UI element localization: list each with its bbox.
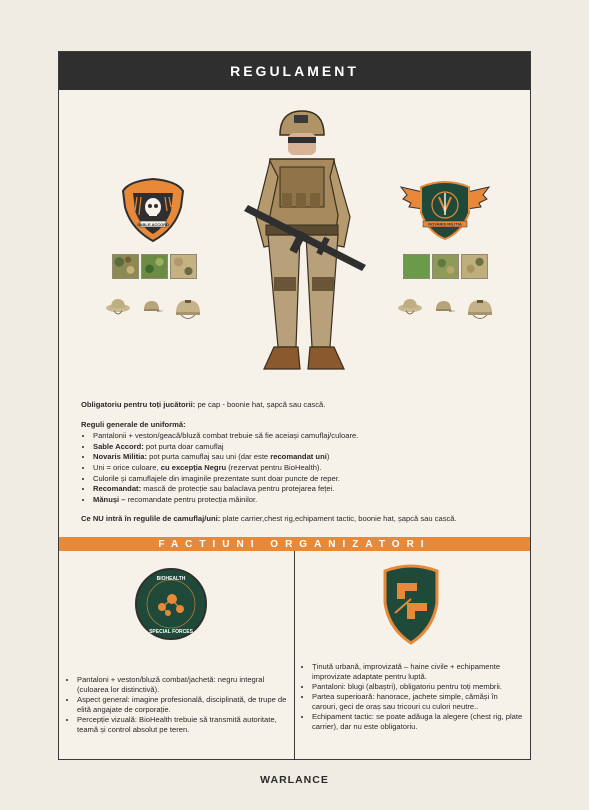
rule-emphasis: recomandat uni bbox=[270, 452, 327, 462]
camo-swatch bbox=[141, 254, 168, 279]
camo-swatch bbox=[112, 254, 139, 279]
footer-brand: WARLANCE bbox=[260, 774, 329, 786]
rule-text: mască de protecție sau balaclava pentru protejarea feței. bbox=[141, 484, 335, 494]
mandatory-rule bbox=[81, 400, 511, 411]
sable-accord-camo-swatches bbox=[112, 254, 197, 279]
list-item: • Partea superioară: hanorace, jachete simple, cămăși în carouri, geci de oraș sau tricouri cu culori neutre.. bbox=[312, 692, 524, 712]
biohealth-logo-top: BIOHEALTH bbox=[156, 576, 186, 582]
list-item bbox=[93, 474, 511, 485]
mandatory-text: pe cap - boonie hat, șapcă sau cască. bbox=[195, 400, 326, 409]
list-item bbox=[93, 431, 511, 442]
rules-sheet bbox=[58, 51, 531, 760]
sable-accord-name: SABLE ACCORD bbox=[136, 221, 170, 227]
excluded-rule bbox=[81, 514, 511, 525]
biohealth-logo-bottom: SPECIAL FORCES bbox=[149, 629, 193, 635]
rule-emphasis: cu excepția Negru bbox=[160, 462, 227, 472]
uniform-rules bbox=[81, 400, 511, 534]
rule-label: Sable Accord: bbox=[93, 441, 144, 451]
sable-accord-headgear bbox=[105, 297, 203, 323]
helmet-icon bbox=[465, 297, 495, 323]
rule-text: Culorile și camuflajele din imaginile prezentate sunt doar puncte de reper. bbox=[93, 473, 340, 483]
novaris-militia-name: NOVARIS MILITIA bbox=[428, 221, 462, 227]
rule-label: Novaris Militia: bbox=[93, 452, 148, 462]
novaris-militia-emblem bbox=[399, 177, 491, 246]
cap-icon bbox=[431, 297, 457, 319]
excluded-label: Ce NU intră în regulile de camuflaj/uni: bbox=[81, 514, 221, 524]
boonie-hat-icon bbox=[105, 297, 131, 319]
rule-text: (rezervat pentru BioHealth). bbox=[226, 462, 322, 472]
camo-swatch bbox=[170, 254, 197, 279]
list-item bbox=[93, 442, 511, 453]
list-item bbox=[93, 463, 511, 474]
general-rules-heading: Reguli generale de uniformă: bbox=[81, 419, 186, 429]
novaris-militia-camo-swatches bbox=[403, 254, 488, 279]
urban-faction-list bbox=[312, 662, 524, 732]
sable-accord-emblem bbox=[121, 177, 185, 248]
helmet-icon bbox=[173, 297, 203, 323]
camo-swatch bbox=[461, 254, 488, 279]
general-rules-list bbox=[93, 431, 511, 505]
camo-swatch bbox=[432, 254, 459, 279]
rule-text: pot purta camuflaj sau uni (dar este bbox=[147, 452, 271, 462]
list-item: • Percepție vizuală: BioHealth trebuie să transmită autoritate, teamă și control absolut pe teren. bbox=[77, 715, 289, 735]
urban-faction-shield bbox=[381, 563, 441, 650]
rule-text: pot purta doar camuflaj bbox=[143, 441, 224, 451]
column-divider bbox=[294, 551, 295, 760]
excluded-text: plate carrier,chest rig,echipament tactic, boonie hat, șapcă sau cască. bbox=[220, 514, 457, 524]
rule-label: Mănuși – bbox=[93, 494, 126, 504]
list-item bbox=[93, 495, 511, 506]
rule-text: recomandate pentru protecția mâinilor. bbox=[125, 494, 258, 504]
boonie-hat-icon bbox=[397, 297, 423, 319]
list-item bbox=[93, 452, 511, 463]
biohealth-logo bbox=[134, 567, 208, 646]
list-item: • Echipament tactic: se poate adăuga la alegere (chest rig, plate carrier), dar nu este obligatoriu. bbox=[312, 712, 524, 732]
list-item: • Ținută urbană, improvizată – haine civile + echipamente improvizate adaptate pentru luptă. bbox=[312, 662, 524, 682]
biohealth-list bbox=[77, 675, 289, 735]
biohealth-description bbox=[67, 675, 289, 735]
rule-label: Recomandat: bbox=[93, 484, 142, 494]
camo-swatch bbox=[403, 254, 430, 279]
list-item: • Pantaloni + veston/bluză combat/jachetă: negru integral (culoarea lor distinctivă). bbox=[77, 675, 289, 695]
list-item: • Pantaloni: blugi (albaștri), obligatoriu pentru toți membrii. bbox=[312, 682, 524, 692]
cap-icon bbox=[139, 297, 165, 319]
page-title: REGULAMENT bbox=[59, 52, 530, 90]
novaris-militia-headgear bbox=[397, 297, 495, 323]
mandatory-label: Obligatoriu pentru toți jucătorii: bbox=[81, 400, 196, 409]
list-item bbox=[93, 484, 511, 495]
urban-faction-description bbox=[302, 662, 524, 732]
soldier-illustration bbox=[234, 107, 374, 397]
rule-text: ) bbox=[326, 452, 330, 462]
factions-heading: FACTIUNI ORGANIZATORI bbox=[59, 537, 530, 551]
rule-text: Uni = orice culoare, bbox=[93, 462, 161, 472]
rule-text: Pantalonii + veston/geacă/bluză combat trebuie să fie aceiași camuflaj/culoare. bbox=[93, 431, 359, 441]
list-item: • Aspect general: imagine profesională, disciplinată, de trupe de elită angajate de corporație. bbox=[77, 695, 289, 715]
